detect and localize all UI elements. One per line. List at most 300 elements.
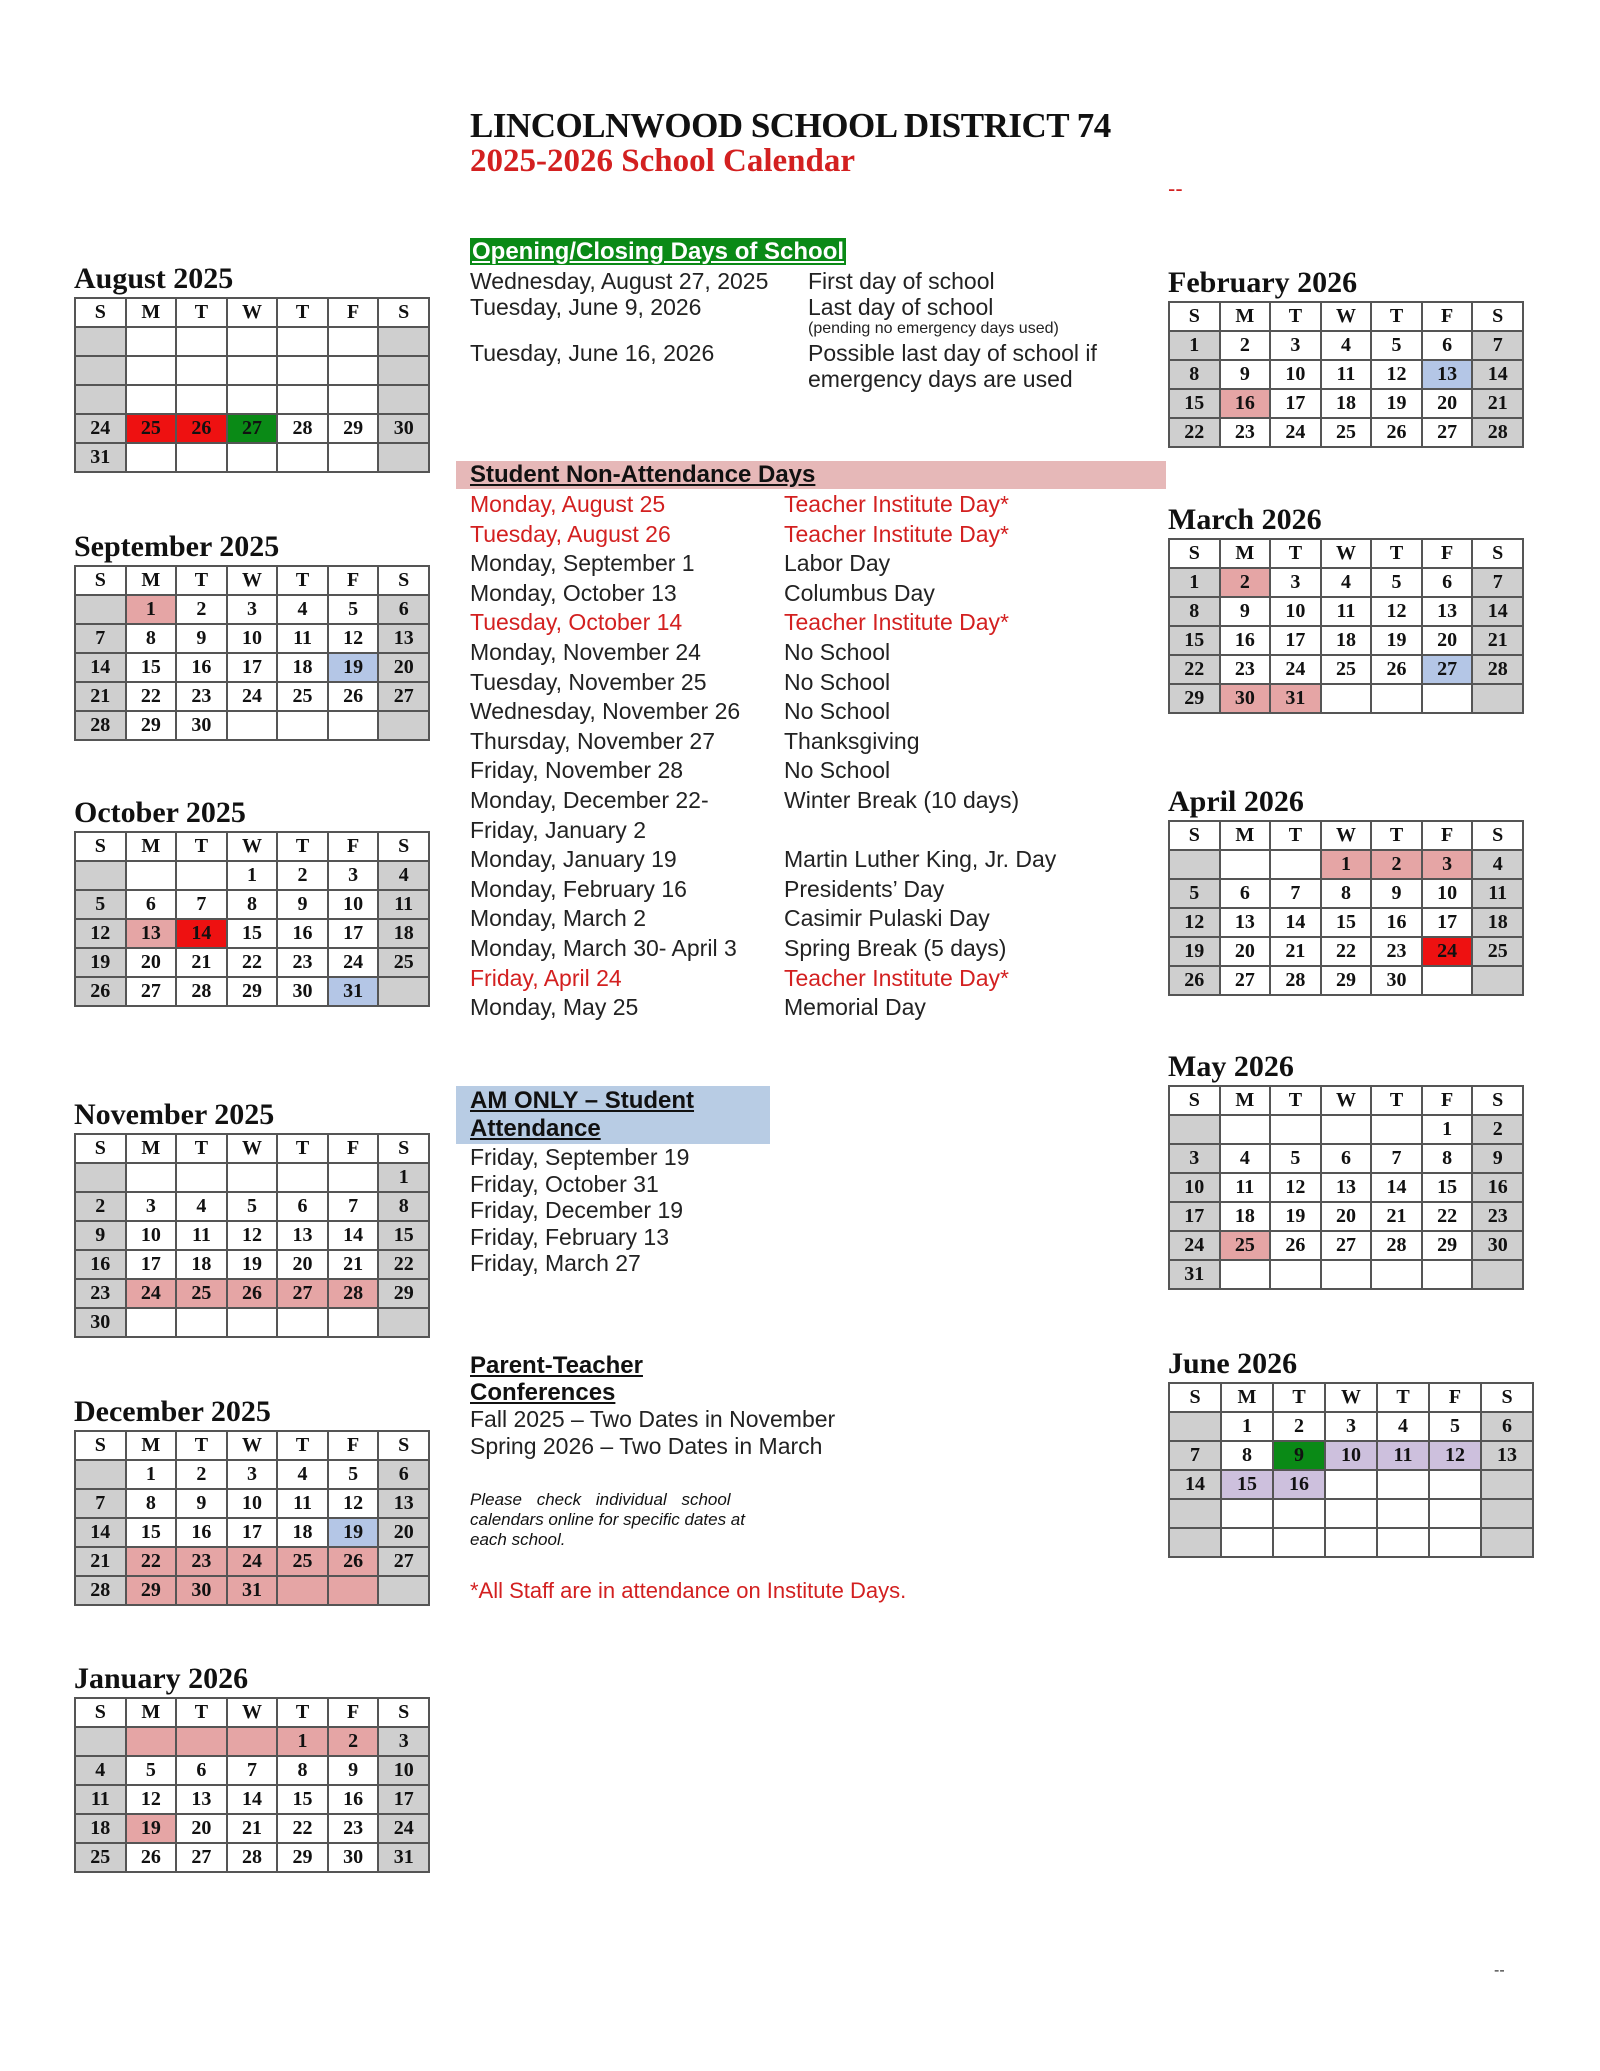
day-cell: [1169, 1412, 1221, 1441]
day-cell: 12: [1169, 908, 1220, 937]
week-row: [1169, 331, 1523, 360]
week-row: [75, 682, 429, 711]
day-cell: 18: [378, 919, 429, 948]
day-cell: 19: [1270, 1202, 1321, 1231]
day-cell: 30: [176, 1576, 227, 1605]
day-cell: [1220, 1260, 1271, 1289]
day-cell: [75, 1727, 126, 1756]
day-cell: 17: [1422, 908, 1473, 937]
day-cell: [1422, 1260, 1473, 1289]
day-cell: 25: [126, 414, 177, 443]
non-attendance-desc: Teacher Institute Day*: [784, 609, 1010, 636]
week-row: [1169, 684, 1523, 713]
week-row: [1169, 389, 1523, 418]
month-grid: [74, 1697, 430, 1873]
day-cell: 2: [328, 1727, 379, 1756]
day-cell: 28: [277, 414, 328, 443]
day-cell: 18: [176, 1250, 227, 1279]
day-cell: 19: [126, 1814, 177, 1843]
day-cell: 24: [126, 1279, 177, 1308]
day-cell: 6: [1481, 1412, 1533, 1441]
day-cell: [176, 443, 227, 472]
day-cell: 1: [126, 595, 177, 624]
weekday-header: T: [1273, 1383, 1325, 1412]
day-cell: 20: [126, 948, 177, 977]
day-cell: 21: [227, 1814, 278, 1843]
week-row: [75, 1489, 429, 1518]
day-cell: 24: [1422, 937, 1473, 966]
opening-closing-section: [470, 238, 846, 265]
day-cell: 27: [227, 414, 278, 443]
possible-last-row: [470, 340, 1110, 394]
day-cell: 9: [277, 890, 328, 919]
month-february-2026: [1168, 266, 1524, 448]
weekday-header: T: [1270, 821, 1321, 850]
day-cell: [176, 1163, 227, 1192]
week-row: [75, 977, 429, 1006]
day-cell: [75, 1460, 126, 1489]
day-cell: 28: [75, 1576, 126, 1605]
day-cell: 24: [1270, 655, 1321, 684]
day-cell: 24: [328, 948, 379, 977]
day-cell: [126, 1727, 177, 1756]
weekday-header: T: [1270, 302, 1321, 331]
day-cell: 8: [1169, 597, 1220, 626]
note-line2: calendars online for specific dates at: [470, 1510, 745, 1529]
conferences-heading-line2: Conferences: [470, 1379, 616, 1406]
weekday-header: T: [176, 1134, 227, 1163]
week-row: [75, 1279, 429, 1308]
non-attendance-date: Thursday, November 27: [470, 727, 716, 754]
weekday-header: S: [1169, 1086, 1220, 1115]
day-cell: [1325, 1528, 1377, 1557]
weekday-header: S: [1169, 539, 1220, 568]
weekday-header: M: [1220, 539, 1271, 568]
weekday-header: S: [1169, 1383, 1221, 1412]
am-only-date: Friday, February 13: [470, 1223, 669, 1250]
day-cell: 6: [1422, 568, 1473, 597]
month-march-2026: [1168, 503, 1524, 714]
day-cell: 29: [277, 1843, 328, 1872]
day-cell: 19: [1371, 626, 1422, 655]
day-cell: 13: [1422, 360, 1473, 389]
week-row: [1169, 1231, 1523, 1260]
non-attendance-row: [470, 786, 1110, 816]
day-cell: 27: [1220, 966, 1271, 995]
day-cell: [277, 1308, 328, 1337]
day-cell: 18: [1220, 1202, 1271, 1231]
non-attendance-date: Friday, April 24: [470, 964, 622, 991]
week-row: [75, 624, 429, 653]
day-cell: 14: [1472, 360, 1523, 389]
week-row: [75, 595, 429, 624]
day-cell: 13: [378, 624, 429, 653]
day-cell: [328, 356, 379, 385]
week-row: [75, 1814, 429, 1843]
day-cell: 6: [176, 1756, 227, 1785]
day-cell: 5: [328, 595, 379, 624]
day-cell: [1422, 966, 1473, 995]
day-cell: 26: [126, 1843, 177, 1872]
weekday-header: T: [1371, 1086, 1422, 1115]
day-cell: 21: [1371, 1202, 1422, 1231]
day-cell: [328, 711, 379, 740]
non-attendance-desc: Teacher Institute Day*: [784, 491, 1010, 517]
day-cell: 13: [277, 1221, 328, 1250]
day-cell: 12: [1371, 597, 1422, 626]
week-row: [75, 1308, 429, 1337]
day-cell: [1321, 1115, 1372, 1144]
day-cell: 9: [1220, 360, 1271, 389]
day-cell: 31: [328, 977, 379, 1006]
day-cell: 25: [277, 1547, 328, 1576]
day-cell: 14: [1270, 908, 1321, 937]
day-cell: 22: [1321, 937, 1372, 966]
week-row: [1169, 568, 1523, 597]
day-cell: 2: [1273, 1412, 1325, 1441]
day-cell: 11: [1220, 1173, 1271, 1202]
week-row: [1169, 418, 1523, 447]
day-cell: 23: [176, 682, 227, 711]
closing-note: (pending no emergency days used): [808, 320, 1059, 337]
week-row: [75, 1576, 429, 1605]
day-cell: [328, 1163, 379, 1192]
day-cell: 21: [1270, 937, 1321, 966]
weekday-header: W: [227, 832, 278, 861]
day-cell: 29: [328, 414, 379, 443]
month-grid: [74, 1133, 430, 1338]
week-row: [75, 443, 429, 472]
weekday-header: T: [1270, 1086, 1321, 1115]
day-cell: [75, 595, 126, 624]
day-cell: 29: [378, 1279, 429, 1308]
opening-closing-heading: Opening/Closing Days of School: [472, 238, 845, 265]
day-cell: 21: [75, 682, 126, 711]
day-cell: 3: [1169, 1144, 1220, 1173]
non-attendance-desc: Spring Break (5 days): [784, 934, 1007, 961]
weekday-header: F: [328, 832, 379, 861]
weekday-header: S: [75, 1431, 126, 1460]
day-cell: 2: [1220, 331, 1271, 360]
day-cell: 1: [1321, 850, 1372, 879]
day-cell: 8: [1321, 879, 1372, 908]
day-cell: 4: [1472, 850, 1523, 879]
day-cell: [1377, 1528, 1429, 1557]
week-row: [75, 1727, 429, 1756]
day-cell: 9: [1472, 1144, 1523, 1173]
non-attendance-heading: Student Non-Attendance Days: [470, 461, 816, 488]
day-cell: [1377, 1470, 1429, 1499]
day-cell: 10: [227, 624, 278, 653]
day-cell: 9: [75, 1221, 126, 1250]
month-january-2026: [74, 1662, 430, 1873]
day-cell: 9: [328, 1756, 379, 1785]
day-cell: 30: [277, 977, 328, 1006]
non-attendance-date: Monday, September 1: [470, 550, 695, 577]
day-cell: 9: [1273, 1441, 1325, 1470]
day-cell: 27: [1422, 418, 1473, 447]
weekday-header: F: [1422, 302, 1473, 331]
day-cell: 5: [227, 1192, 278, 1221]
weekday-header: T: [1371, 821, 1422, 850]
day-cell: 22: [277, 1814, 328, 1843]
weekday-header: T: [277, 1431, 328, 1460]
weekday-header: M: [1221, 1383, 1273, 1412]
day-cell: 24: [227, 682, 278, 711]
dash-mark-top: --: [1168, 176, 1183, 201]
day-cell: 18: [277, 653, 328, 682]
day-cell: 5: [1429, 1412, 1481, 1441]
day-cell: 13: [1481, 1441, 1533, 1470]
day-cell: 7: [75, 624, 126, 653]
day-cell: 27: [1422, 655, 1473, 684]
day-cell: [1169, 850, 1220, 879]
weekday-header: M: [1220, 302, 1271, 331]
day-cell: 16: [328, 1785, 379, 1814]
day-cell: 13: [126, 919, 177, 948]
opening-desc: First day of school: [808, 268, 995, 294]
day-cell: 16: [1273, 1470, 1325, 1499]
day-cell: 4: [1321, 331, 1372, 360]
non-attendance-date: Tuesday, August 26: [470, 520, 671, 547]
non-attendance-row: [470, 668, 1110, 698]
week-row: [75, 861, 429, 890]
day-cell: [1270, 850, 1321, 879]
day-cell: 1: [1422, 1115, 1473, 1144]
day-cell: 13: [1422, 597, 1473, 626]
day-cell: 7: [176, 890, 227, 919]
day-cell: 9: [176, 1489, 227, 1518]
conferences-spring: Spring 2026 – Two Dates in March: [470, 1433, 823, 1459]
day-cell: 3: [328, 861, 379, 890]
day-cell: 5: [1371, 568, 1422, 597]
day-cell: 22: [126, 682, 177, 711]
day-cell: 4: [1377, 1412, 1429, 1441]
day-cell: 7: [1472, 568, 1523, 597]
day-cell: [1221, 1499, 1273, 1528]
weekday-header: S: [378, 1698, 429, 1727]
non-attendance-desc: No School: [784, 638, 891, 665]
weekday-header: S: [1472, 821, 1523, 850]
day-cell: [227, 327, 278, 356]
day-cell: [1422, 684, 1473, 713]
day-cell: [1325, 1470, 1377, 1499]
day-cell: [75, 1163, 126, 1192]
non-attendance-desc: Labor Day: [784, 550, 891, 577]
day-cell: [328, 385, 379, 414]
month-title: November 2025: [74, 1098, 275, 1131]
day-cell: 19: [75, 948, 126, 977]
day-cell: 11: [1472, 879, 1523, 908]
weekday-header: W: [227, 1698, 278, 1727]
day-cell: [378, 327, 429, 356]
day-cell: [176, 385, 227, 414]
week-row: [1169, 1144, 1523, 1173]
weekday-header: M: [126, 1698, 177, 1727]
day-cell: 15: [1169, 626, 1220, 655]
day-cell: 30: [1220, 684, 1271, 713]
day-cell: [1220, 1115, 1271, 1144]
non-attendance-date: Monday, November 24: [470, 638, 701, 665]
day-cell: 2: [176, 1460, 227, 1489]
day-cell: 26: [1371, 655, 1422, 684]
non-attendance-row: [470, 638, 1110, 668]
day-cell: 12: [328, 624, 379, 653]
day-cell: 20: [1422, 389, 1473, 418]
day-cell: [328, 1308, 379, 1337]
week-row: [75, 1843, 429, 1872]
conferences-section: [470, 1352, 835, 1460]
day-cell: 11: [1377, 1441, 1429, 1470]
month-august-2025: [74, 262, 430, 473]
day-cell: 19: [328, 653, 379, 682]
day-cell: [75, 385, 126, 414]
day-cell: 19: [1371, 389, 1422, 418]
day-cell: 8: [126, 624, 177, 653]
day-cell: 14: [1169, 1470, 1221, 1499]
day-cell: 4: [176, 1192, 227, 1221]
day-cell: 27: [378, 1547, 429, 1576]
day-cell: [1169, 1115, 1220, 1144]
day-cell: 1: [378, 1163, 429, 1192]
day-cell: 6: [1220, 879, 1271, 908]
day-cell: [126, 327, 177, 356]
day-cell: [126, 385, 177, 414]
non-attendance-row: [470, 875, 1110, 905]
staff-note: *All Staff are in attendance on Institute Days.: [470, 1578, 907, 1603]
day-cell: 3: [227, 595, 278, 624]
non-attendance-desc: No School: [784, 698, 891, 725]
day-cell: 6: [1422, 331, 1473, 360]
non-attendance-date: Monday, February 16: [470, 875, 687, 902]
day-cell: 11: [176, 1221, 227, 1250]
weekday-header: M: [126, 1134, 177, 1163]
day-cell: [1220, 850, 1271, 879]
opening-closing-rows: [470, 268, 1110, 394]
day-cell: 17: [1169, 1202, 1220, 1231]
month-june-2026: [1168, 1347, 1534, 1558]
day-cell: 28: [1270, 966, 1321, 995]
week-row: [1169, 597, 1523, 626]
weekday-header: W: [1321, 539, 1372, 568]
day-cell: 14: [75, 653, 126, 682]
day-cell: 5: [1169, 879, 1220, 908]
calendar-subtitle: 2025-2026 School Calendar: [470, 143, 856, 179]
weekday-header: T: [277, 1698, 328, 1727]
weekday-header: W: [227, 566, 278, 595]
week-row: [75, 1785, 429, 1814]
non-attendance-date: Monday, May 25: [470, 994, 639, 1021]
day-cell: 27: [126, 977, 177, 1006]
week-row: [75, 919, 429, 948]
day-cell: 15: [277, 1785, 328, 1814]
day-cell: 18: [1472, 908, 1523, 937]
day-cell: 1: [1169, 331, 1220, 360]
day-cell: 23: [277, 948, 328, 977]
day-cell: 5: [75, 890, 126, 919]
day-cell: [1273, 1528, 1325, 1557]
day-cell: 20: [378, 1518, 429, 1547]
month-grid: [1168, 1382, 1534, 1558]
day-cell: 14: [1472, 597, 1523, 626]
day-cell: 20: [1220, 937, 1271, 966]
day-cell: [1169, 1528, 1221, 1557]
non-attendance-date: Tuesday, November 25: [470, 668, 707, 695]
weekday-header: T: [1371, 302, 1422, 331]
weekday-header: T: [277, 1134, 328, 1163]
day-cell: 30: [75, 1308, 126, 1337]
day-cell: 22: [227, 948, 278, 977]
day-cell: 8: [378, 1192, 429, 1221]
weekday-header: T: [277, 566, 328, 595]
day-cell: 10: [1169, 1173, 1220, 1202]
day-cell: [1371, 1115, 1422, 1144]
day-cell: 23: [1220, 418, 1271, 447]
day-cell: 1: [1221, 1412, 1273, 1441]
day-cell: 15: [1321, 908, 1372, 937]
day-cell: 29: [227, 977, 278, 1006]
day-cell: 22: [1169, 655, 1220, 684]
weekday-header: S: [75, 832, 126, 861]
am-only-heading-bar: [456, 1086, 770, 1144]
day-cell: 21: [1472, 389, 1523, 418]
day-cell: 4: [277, 595, 328, 624]
day-cell: [227, 1308, 278, 1337]
non-attendance-row: [470, 520, 1110, 550]
day-cell: [176, 1727, 227, 1756]
day-cell: 30: [328, 1843, 379, 1872]
weekday-header: S: [75, 1134, 126, 1163]
month-april-2026: [1168, 785, 1524, 996]
month-may-2026: [1168, 1050, 1524, 1290]
week-row: [1169, 1470, 1533, 1499]
day-cell: 29: [1321, 966, 1372, 995]
day-cell: [126, 356, 177, 385]
day-cell: 14: [328, 1221, 379, 1250]
day-cell: 26: [1270, 1231, 1321, 1260]
day-cell: 10: [1422, 879, 1473, 908]
non-attendance-row: [470, 608, 1110, 638]
day-cell: 25: [75, 1843, 126, 1872]
day-cell: 15: [1422, 1173, 1473, 1202]
day-cell: 17: [378, 1785, 429, 1814]
closing-desc: Last day of school: [808, 294, 994, 320]
day-cell: [1270, 1260, 1321, 1289]
month-october-2025: [74, 796, 430, 1007]
non-attendance-row: [470, 579, 1110, 609]
day-cell: [1169, 1499, 1221, 1528]
week-row: [75, 1221, 429, 1250]
weekday-header: S: [378, 1431, 429, 1460]
am-only-heading-line2: Attendance: [470, 1115, 601, 1142]
day-cell: [176, 1308, 227, 1337]
day-cell: 30: [378, 414, 429, 443]
weekday-header: T: [1371, 539, 1422, 568]
non-attendance-date: Monday, August 25: [470, 491, 666, 517]
day-cell: 29: [1422, 1231, 1473, 1260]
non-attendance-date: Monday, October 13: [470, 579, 677, 606]
month-december-2025: [74, 1395, 430, 1606]
closing-row: [470, 294, 1110, 340]
day-cell: 2: [176, 595, 227, 624]
weekday-header: S: [1472, 302, 1523, 331]
week-row: [75, 711, 429, 740]
day-cell: 9: [1220, 597, 1271, 626]
day-cell: 21: [75, 1547, 126, 1576]
day-cell: 10: [1270, 360, 1321, 389]
day-cell: 22: [1169, 418, 1220, 447]
closing-date: Tuesday, June 9, 2026: [470, 294, 702, 320]
